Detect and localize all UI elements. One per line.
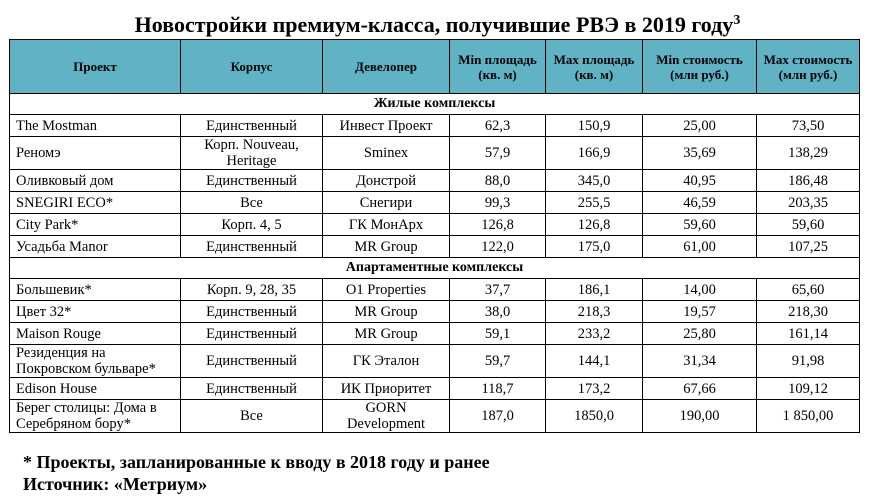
cell-building: Единственный	[181, 301, 323, 323]
col-header-project: Проект	[10, 40, 181, 94]
cell-max-area: 345,0	[546, 170, 643, 192]
cell-min-area: 62,3	[450, 115, 546, 137]
cell-min-price: 31,34	[643, 345, 757, 378]
section-row	[10, 258, 860, 279]
section-label: Жилые комплексы	[10, 94, 860, 115]
cell-building: Корп. 4, 5	[181, 214, 323, 236]
cell-building: Корп. Nouveau, Heritage	[181, 137, 323, 170]
cell-max-price: 65,60	[757, 279, 860, 301]
cell-max-area: 186,1	[546, 279, 643, 301]
cell-max-area: 218,3	[546, 301, 643, 323]
source-note: Источник: «Метриум»	[23, 474, 208, 494]
cell-min-area: 59,1	[450, 323, 546, 345]
cell-min-price: 61,00	[643, 236, 757, 258]
cell-developer: O1 Properties	[323, 279, 450, 301]
cell-min-price: 19,57	[643, 301, 757, 323]
cell-max-price: 109,12	[757, 378, 860, 400]
cell-building: Все	[181, 400, 323, 433]
cell-building: Единственный	[181, 115, 323, 137]
cell-min-area: 122,0	[450, 236, 546, 258]
table-row	[10, 137, 860, 170]
cell-max-area: 233,2	[546, 323, 643, 345]
cell-max-price: 91,98	[757, 345, 860, 378]
cell-building: Единственный	[181, 236, 323, 258]
cell-developer: MR Group	[323, 236, 450, 258]
table-row	[10, 214, 860, 236]
cell-min-price: 59,60	[643, 214, 757, 236]
cell-developer: Sminex	[323, 137, 450, 170]
cell-max-area: 175,0	[546, 236, 643, 258]
cell-project: SNEGIRI ECO*	[10, 192, 181, 214]
cell-building: Единственный	[181, 170, 323, 192]
cell-min-area: 126,8	[450, 214, 546, 236]
table-row	[10, 345, 860, 378]
cell-developer: MR Group	[323, 323, 450, 345]
cell-developer: GORN Development	[323, 400, 450, 433]
title-footnote-mark: 3	[733, 13, 741, 28]
table-row	[10, 400, 860, 433]
cell-developer: ГК МонАрх	[323, 214, 450, 236]
cell-max-price: 161,14	[757, 323, 860, 345]
cell-min-area: 99,3	[450, 192, 546, 214]
cell-max-area: 144,1	[546, 345, 643, 378]
cell-developer: ГК Эталон	[323, 345, 450, 378]
cell-building: Единственный	[181, 378, 323, 400]
cell-min-price: 25,80	[643, 323, 757, 345]
cell-min-area: 187,0	[450, 400, 546, 433]
cell-max-price: 59,60	[757, 214, 860, 236]
cell-max-area: 150,9	[546, 115, 643, 137]
cell-min-price: 190,00	[643, 400, 757, 433]
cell-developer: Инвест Проект	[323, 115, 450, 137]
cell-developer: MR Group	[323, 301, 450, 323]
cell-building: Единственный	[181, 323, 323, 345]
table-row	[10, 170, 860, 192]
cell-project: The Mostman	[10, 115, 181, 137]
cell-project: Цвет 32*	[10, 301, 181, 323]
cell-min-price: 40,95	[643, 170, 757, 192]
cell-max-price: 1 850,00	[757, 400, 860, 433]
cell-developer: Донстрой	[323, 170, 450, 192]
cell-max-price: 186,48	[757, 170, 860, 192]
cell-developer: ИК Приоритет	[323, 378, 450, 400]
cell-min-area: 118,7	[450, 378, 546, 400]
cell-min-price: 46,59	[643, 192, 757, 214]
table-row	[10, 301, 860, 323]
cell-max-area: 166,9	[546, 137, 643, 170]
projects-table	[9, 39, 860, 433]
cell-project: Maison Rouge	[10, 323, 181, 345]
cell-project: Берег столицы: Дома в Серебряном бору*	[10, 400, 181, 433]
col-header-min-price: Min стоимость (млн руб.)	[643, 40, 757, 94]
cell-building: Единственный	[181, 345, 323, 378]
cell-project: Усадьба Manor	[10, 236, 181, 258]
col-header-max-area: Max площадь (кв. м)	[546, 40, 643, 94]
table-row	[10, 115, 860, 137]
cell-min-area: 37,7	[450, 279, 546, 301]
cell-building: Все	[181, 192, 323, 214]
page-title	[0, 8, 875, 38]
section-label: Апартаментные комплексы	[10, 258, 860, 279]
table-row	[10, 378, 860, 400]
cell-max-area: 1850,0	[546, 400, 643, 433]
col-header-developer: Девелопер	[323, 40, 450, 94]
cell-project: Большевик*	[10, 279, 181, 301]
cell-min-price: 35,69	[643, 137, 757, 170]
table-row	[10, 279, 860, 301]
cell-min-area: 59,7	[450, 345, 546, 378]
cell-max-price: 73,50	[757, 115, 860, 137]
cell-min-area: 38,0	[450, 301, 546, 323]
cell-min-price: 25,00	[643, 115, 757, 137]
cell-min-area: 57,9	[450, 137, 546, 170]
section-row	[10, 94, 860, 115]
table-row	[10, 236, 860, 258]
cell-max-area: 173,2	[546, 378, 643, 400]
col-header-min-area: Min площадь (кв. м)	[450, 40, 546, 94]
footnote: * Проекты, запланированные к вводу в 2018 году и ранее	[23, 452, 490, 472]
col-header-max-price: Max стоимость (млн руб.)	[757, 40, 860, 94]
cell-developer: Снегири	[323, 192, 450, 214]
cell-max-price: 138,29	[757, 137, 860, 170]
cell-project: Реномэ	[10, 137, 181, 170]
cell-max-price: 107,25	[757, 236, 860, 258]
title-text: Новостройки премиум-класса, получившие РВЭ в 2019 году	[134, 12, 734, 37]
col-header-building: Корпус	[181, 40, 323, 94]
cell-max-area: 126,8	[546, 214, 643, 236]
cell-min-area: 88,0	[450, 170, 546, 192]
cell-project: City Park*	[10, 214, 181, 236]
header-row	[10, 40, 860, 94]
table-row	[10, 323, 860, 345]
table-row	[10, 192, 860, 214]
cell-project: Резиденция на Покровском бульваре*	[10, 345, 181, 378]
cell-project: Оливковый дом	[10, 170, 181, 192]
cell-max-area: 255,5	[546, 192, 643, 214]
cell-min-price: 14,00	[643, 279, 757, 301]
cell-min-price: 67,66	[643, 378, 757, 400]
cell-max-price: 203,35	[757, 192, 860, 214]
cell-building: Корп. 9, 28, 35	[181, 279, 323, 301]
cell-max-price: 218,30	[757, 301, 860, 323]
cell-project: Edison House	[10, 378, 181, 400]
